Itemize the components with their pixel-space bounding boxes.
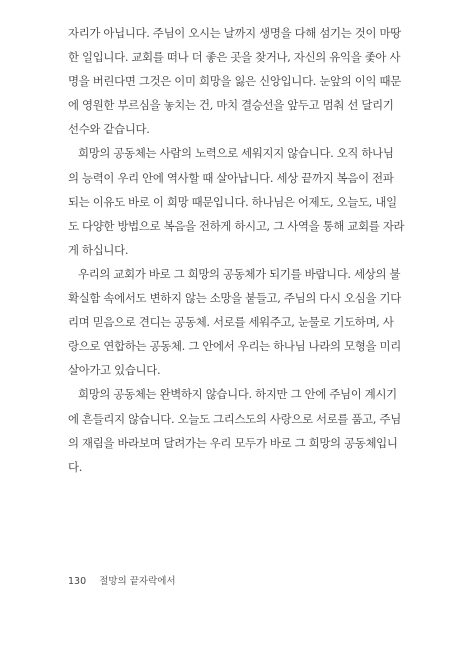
text-line: 희망의 공동체는 완벽하지 않습니다. 하지만 그 안에 주님이 계시기 [78,387,397,402]
running-title: 절망의 끝자락에서 [99,576,176,587]
text-line: 살아가고 있습니다. [68,363,161,378]
text-line: 우리의 교회가 바로 그 희망의 공동체가 되기를 바랍니다. 세상의 불 [78,266,401,281]
body-text [68,21,412,479]
paragraph-4 [68,382,412,478]
text-line: 리며 믿음으로 견디는 공동체. 서로를 세워주고, 눈물로 기도하며, 사 [68,315,394,330]
paragraph-2 [68,141,412,261]
text-line: 명을 버린다면 그것은 이미 희망을 잃은 신앙입니다. 눈앞의 이익 때문 [68,74,401,89]
text-line: 희망의 공동체는 사람의 노력으로 세워지지 않습니다. 오직 하나님 [78,146,394,161]
text-line: 랑으로 연합하는 공동체. 그 안에서 우리는 하나님 나라의 모형을 미리 [68,339,401,354]
text-line: 에 영원한 부르심을 놓치는 건, 마치 결승선을 앞두고 멈춰 선 달리기 [68,98,394,113]
page-footer [68,573,176,587]
text-line: 다. [68,459,83,474]
page-number: 130 [68,576,87,587]
text-line: 자리가 아닙니다. 주님이 오시는 날까지 생명을 다해 섬기는 것이 마땅 [68,26,401,40]
text-line: 되는 이유도 바로 이 희망 때문입니다. 하나님은 어제도, 오늘도, 내일 [68,194,397,209]
text-line: 의 재림을 바라보며 달려가는 우리 모두가 바로 그 희망의 공동체입니 [68,435,398,450]
text-line: 한 일입니다. 교회를 떠나 더 좋은 곳을 찾거나, 자신의 유익을 좇아 사 [68,50,401,65]
text-line: 확실함 속에서도 변하지 않는 소망을 붙들고, 주님의 다시 오심을 기다 [68,291,401,306]
text-line: 선수와 같습니다. [68,122,150,137]
text-line: 게 하십니다. [68,242,129,257]
paragraph-1 [68,21,412,141]
text-line: 도 다양한 방법으로 복음을 전하게 하시고, 그 사역을 통해 교회를 자라 [68,218,405,233]
paragraph-3 [68,262,412,382]
text-line: 에 흔들리지 않습니다. 오늘도 그리스도의 사랑으로 서로를 품고, 주님 [68,411,401,426]
text-line: 의 능력이 우리 안에 역사할 때 살아납니다. 세상 끝까지 복음이 전파 [68,170,394,185]
